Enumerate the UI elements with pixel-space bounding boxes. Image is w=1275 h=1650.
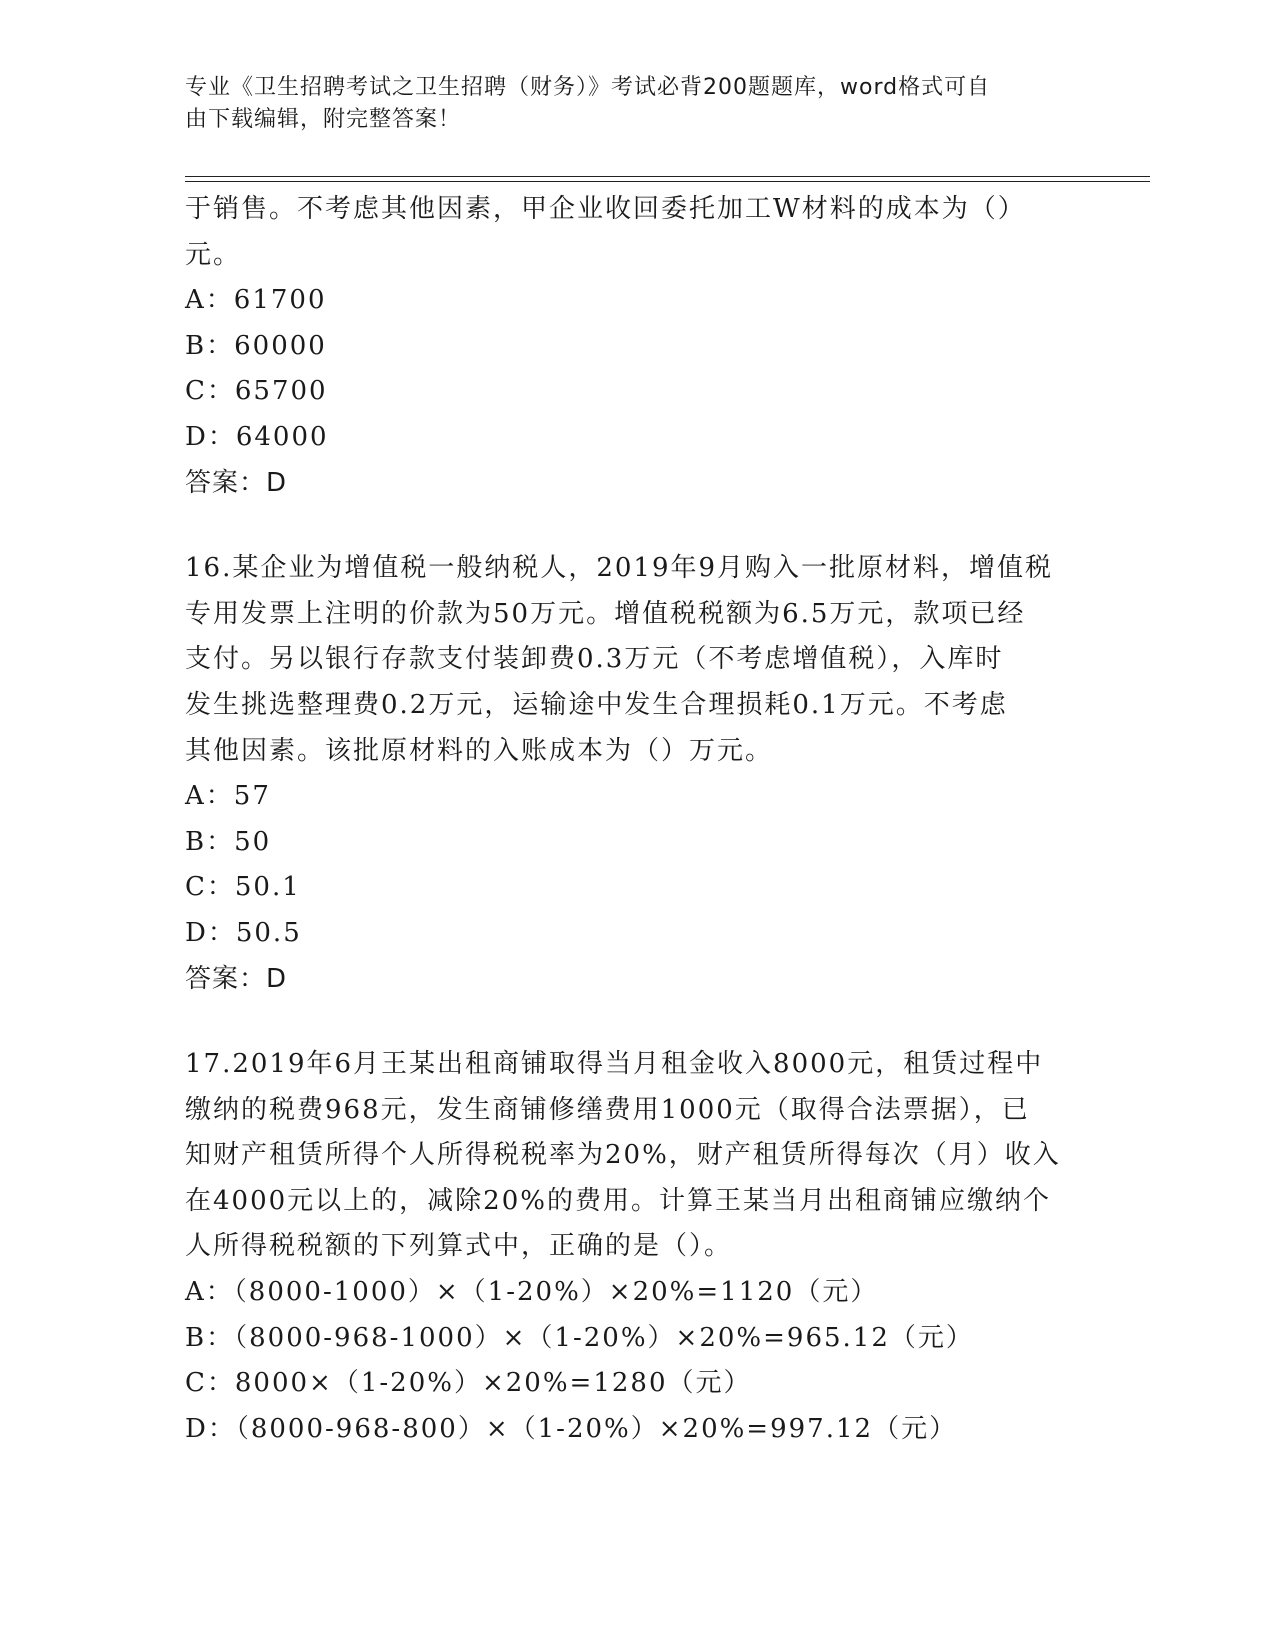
question-stem-line: 在4000元以上的，减除20%的费用。计算王某当月出租商铺应缴纳个 — [185, 1185, 1051, 1216]
option-d: D：50.5 — [185, 917, 302, 948]
question-stem-line: 16.某企业为增值税一般纳税人，2019年9月购入一批原材料，增值税 — [185, 553, 1054, 584]
option-c: C：8000×（1-20%）×20%=1280（元） — [185, 1368, 752, 1399]
option-a: A：61700 — [185, 285, 327, 316]
option-a: A：57 — [185, 781, 271, 812]
option-b: B：50 — [185, 826, 272, 857]
document-body — [185, 187, 1085, 1452]
page-header — [185, 72, 1065, 136]
question-stem-line: 支付。另以银行存款支付装卸费0.3万元（不考虑增值税），入库时 — [185, 644, 1004, 675]
option-c: C：50.1 — [185, 872, 301, 903]
option-d: D：（8000-968-800）×（1-20%）×20%=997.12（元） — [185, 1413, 958, 1444]
option-a: A：（8000-1000）×（1-20%）×20%=1120（元） — [185, 1277, 879, 1308]
header-line-2: 由下载编辑，附完整答案！ — [185, 107, 462, 132]
option-b: B：60000 — [185, 330, 327, 361]
question-spacer — [185, 1002, 1085, 1042]
question-15 — [185, 187, 1085, 506]
header-rule-bottom — [185, 181, 1150, 182]
question-stem-line: 知财产租赁所得个人所得税税率为20%，财产租赁所得每次（月）收入 — [185, 1140, 1061, 1171]
question-stem-line: 其他因素。该批原材料的入账成本为（）万元。 — [185, 735, 774, 766]
question-17 — [185, 1042, 1085, 1452]
question-stem-line: 缴纳的税费968元，发生商铺修缮费用1000元（取得合法票据），已 — [185, 1094, 1030, 1125]
option-c: C：65700 — [185, 376, 328, 407]
option-b: B：（8000-968-1000）×（1-20%）×20%=965.12（元） — [185, 1322, 974, 1353]
question-16 — [185, 546, 1085, 1002]
answer-line: 答案：D — [185, 467, 288, 498]
question-spacer — [185, 506, 1085, 546]
answer-line: 答案：D — [185, 963, 288, 994]
header-rule-top — [185, 176, 1150, 177]
question-stem-line: 17.2019年6月王某出租商铺取得当月租金收入8000元，租赁过程中 — [185, 1049, 1044, 1080]
question-stem-line: 专用发票上注明的价款为50万元。增值税税额为6.5万元，款项已经 — [185, 598, 1026, 629]
header-line-1: 专业《卫生招聘考试之卫生招聘（财务）》考试必背200题题库，word格式可自 — [185, 75, 991, 100]
question-stem-line: 元。 — [185, 239, 242, 270]
option-d: D：64000 — [185, 421, 329, 452]
question-stem-line: 发生挑选整理费0.2万元，运输途中发生合理损耗0.1万元。不考虑 — [185, 689, 1008, 720]
question-stem-line: 人所得税税额的下列算式中，正确的是（）。 — [185, 1231, 733, 1262]
question-stem-line: 于销售。不考虑其他因素，甲企业收回委托加工W材料的成本为（） — [185, 194, 1026, 224]
